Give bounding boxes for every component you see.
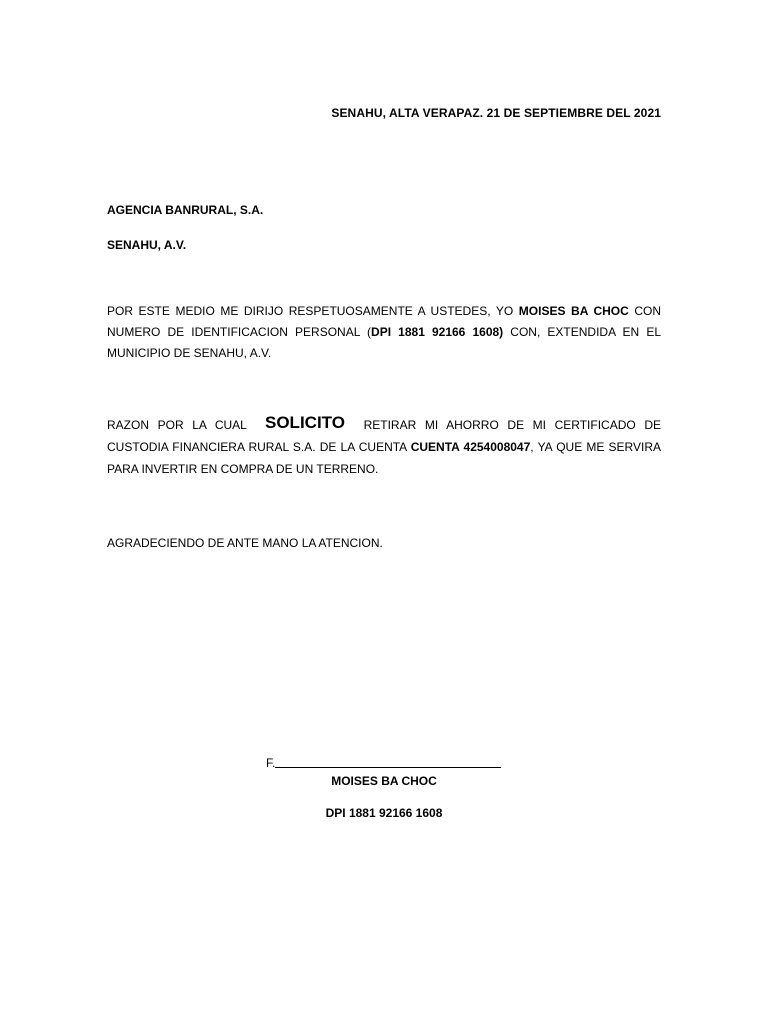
request-text-2: RETIRAR MI AHORRO DE MI CERTIFICADO DE CUSTODIA FINANCIERA RURAL S.A. DE LA CUENTA xyxy=(107,418,661,454)
sender-name: MOISES BA CHOC xyxy=(518,304,629,318)
request-text-1: RAZON POR LA CUAL xyxy=(107,418,247,432)
signature-underline xyxy=(275,755,501,768)
request-emphasis: SOLICITO xyxy=(265,413,345,432)
signature-line xyxy=(266,755,501,770)
request-text-3: , YA QUE ME SERVIRA PARA INVERTIR EN COMPRA DE UN TERRENO. xyxy=(107,440,661,476)
addressee-line-1: AGENCIA BANRURAL, S.A. xyxy=(107,203,264,217)
date-line: SENAHU, ALTA VERAPAZ. 21 DE SEPTIEMBRE DEL 2021 xyxy=(331,106,661,120)
signature-dpi: DPI 1881 92166 1608 xyxy=(325,806,443,820)
signature-name: MOISES BA CHOC xyxy=(331,774,437,788)
paragraph-closing: AGRADECIENDO DE ANTE MANO LA ATENCION. xyxy=(107,536,383,550)
intro-text-1: POR ESTE MEDIO ME DIRIJO RESPETUOSAMENTE A USTEDES, YO xyxy=(107,304,519,318)
intro-text-2: CON NUMERO DE IDENTIFICACION PERSONAL ( xyxy=(107,304,662,339)
paragraph-request xyxy=(107,412,661,480)
sender-dpi: DPI 1881 92166 1608) xyxy=(371,325,504,339)
signature-prefix: F. xyxy=(266,756,276,770)
addressee-line-2: SENAHU, A.V. xyxy=(107,238,187,252)
account-number: CUENTA 4254008047 xyxy=(410,440,531,454)
paragraph-introduction xyxy=(107,301,661,364)
intro-text-3: CON, EXTENDIDA EN EL MUNICIPIO DE SENAHU, A.V. xyxy=(107,325,662,360)
